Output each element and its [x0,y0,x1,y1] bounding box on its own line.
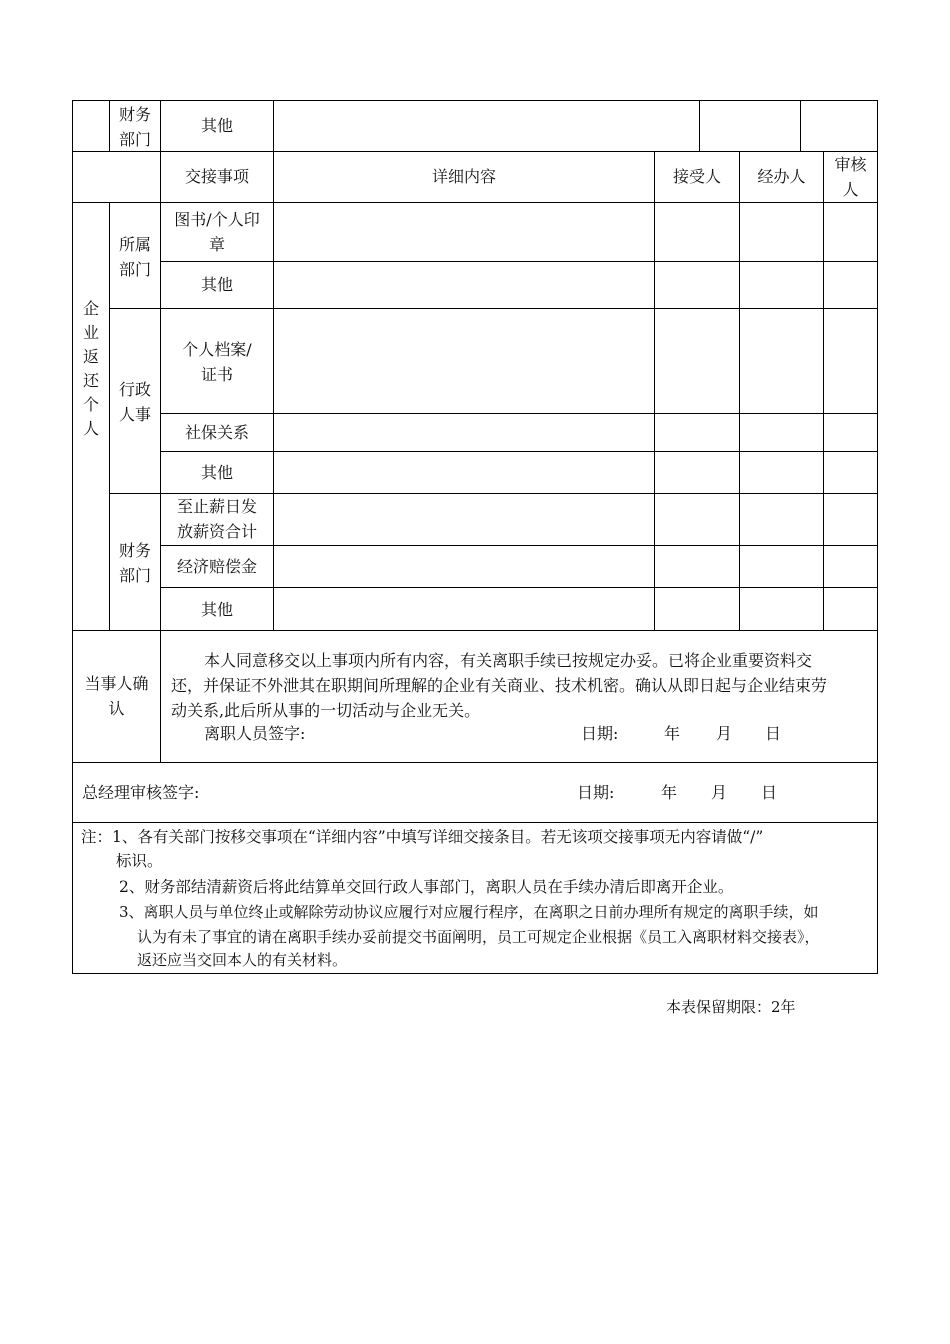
item-label: 社保关系 [184,423,249,442]
note-line: 认为有未了事宜的请在离职手续办妥前提交书面阐明，员工可规定企业根据《员工入离职材料交接表》， [137,928,820,946]
item-label: 其他 [200,275,233,294]
group-dept-label: 行政 人事 [118,380,151,424]
note-line: 3、离职人员与单位终止或解除劳动协议应履行对应履行程序，在离职之日前办理所有规定的离职手续，如 [119,903,819,921]
date-month: 月 [711,783,728,802]
header-reviewer: 审核 人 [834,155,867,199]
top-row-dept: 财务 部门 [118,105,151,149]
note-line: 返还应当交回本人的有关材料。 [137,951,348,969]
date-month: 月 [716,724,733,743]
note-line: 标识。 [116,852,163,870]
header-handler: 经办人 [757,167,806,186]
gm-signature-field[interactable] [215,781,565,805]
top-row-item: 其他 [200,116,233,135]
date-day: 日 [761,783,778,802]
group-dept-label: 财务 部门 [118,541,151,585]
header-receiver: 接受人 [672,167,721,186]
employee-sign-label: 离职人员签字: [204,724,306,743]
group-dept-label: 所属 部门 [118,235,151,279]
item-label: 个人档案/ 证书 [182,340,252,384]
note-line: 2、财务部结清薪资后将此结算单交回行政人事部门，离职人员在手续办清后即离开企业。 [119,878,734,896]
date-year: 年 [664,724,681,743]
return-section-title: 企 业 返 还 个 人 [82,299,99,438]
top-row-detail-cell[interactable] [274,101,699,151]
gm-sign-label: 总经理审核签字: [82,783,200,802]
confirm-paragraph-line: 还，并保证不外泄其在职期间所理解的企业有关商业、技术机密。确认从即日起与企业结束劳 [171,676,828,695]
confirm-paragraph-line: 动关系,此后所从事的一切活动与企业无关。 [171,701,481,720]
employee-date-label: 日期: [581,724,619,743]
item-label: 其他 [200,463,233,482]
date-year: 年 [661,783,678,802]
item-label: 图书/个人印 章 [174,210,260,254]
confirm-label: 当事人确 认 [84,674,149,718]
retention-period: 本表保留期限：2年 [666,998,796,1016]
header-item: 交接事项 [184,167,249,186]
confirm-paragraph-line: 本人同意移交以上事项内所有内容，有关离职手续已按规定办妥。已将企业重要资料交 [204,651,813,670]
item-label: 其他 [200,600,233,619]
employee-signature-field[interactable] [320,722,570,746]
note-line: 注：1、各有关部门按移交事项在“详细内容”中填写详细交接条目。若无该项交接事项无内容请做“/” [81,828,764,846]
item-label: 至止薪日发 放薪资合计 [176,497,257,541]
date-day: 日 [765,724,782,743]
item-label: 经济赔偿金 [176,557,257,576]
header-detail: 详细内容 [431,167,496,186]
gm-date-label: 日期: [577,783,615,802]
